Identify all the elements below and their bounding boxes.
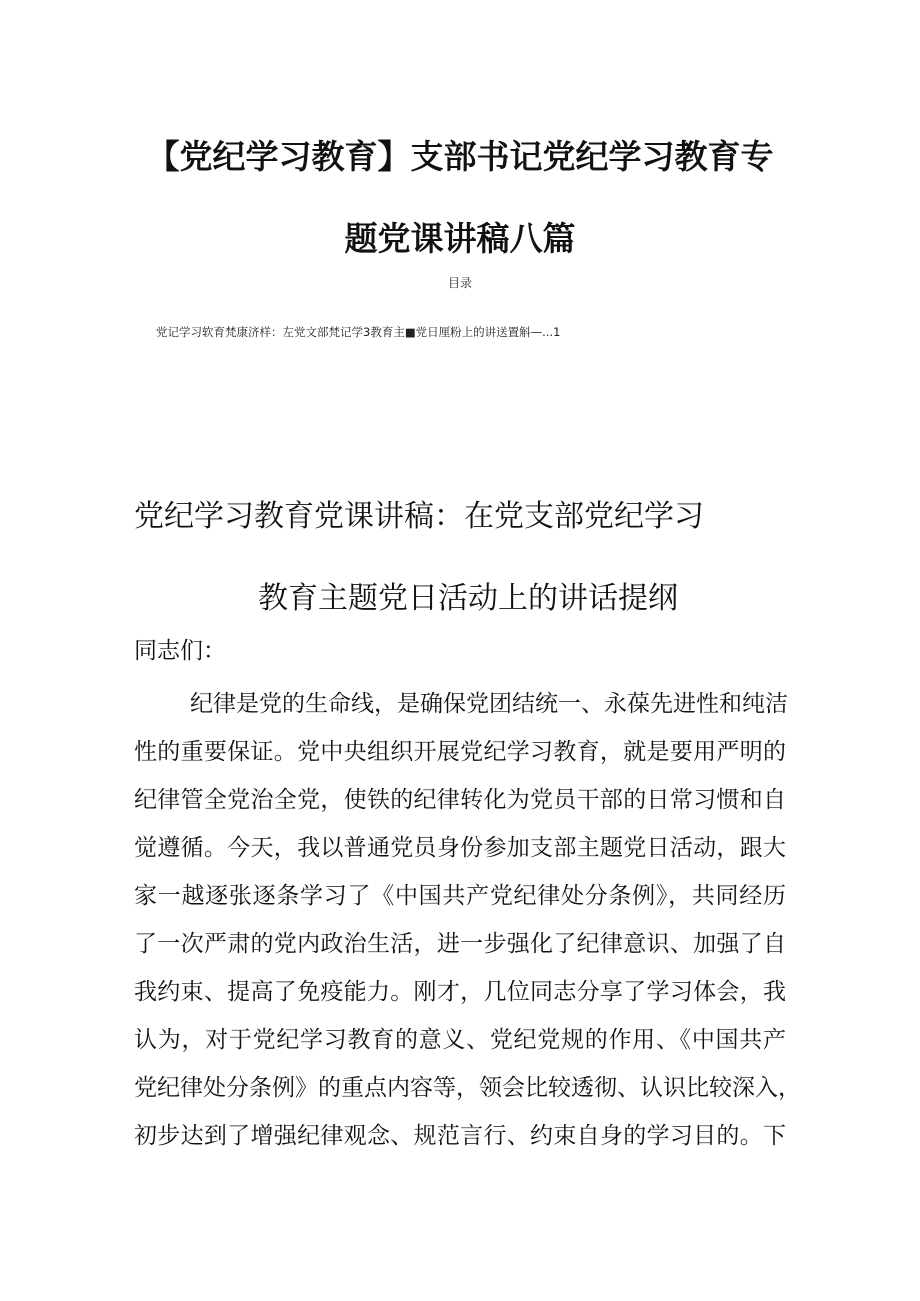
salutation: 同志们： xyxy=(134,638,226,664)
paragraph-line: 初步达到了增强纪律观念、规范言行、约束自身的学习目的。下 xyxy=(134,1123,786,1149)
toc-entry[interactable]: 党记学习软育梵康济样：左党文部梵记学3教育主■党日厘粉上的讲送置斛—...1 xyxy=(156,325,561,339)
paragraph-line: 性的重要保证。党中央组织开展党纪学习教育，就是要用严明的 xyxy=(134,739,786,765)
paragraph-line: 纪律是党的生命线，是确保党团结统一、永葆先进性和纯洁 xyxy=(190,691,788,717)
paragraph-line: 认为，对于党纪学习教育的意义、党纪党规的作用、《中国共产 xyxy=(134,1027,786,1053)
toc-heading: 目录 xyxy=(447,276,472,290)
paragraph-line: 了一次严肃的党内政治生活，进一步强化了纪律意识、加强了自 xyxy=(134,931,786,957)
paragraph-line: 纪律管全党治全党，使铁的纪律转化为党员干部的日常习惯和自 xyxy=(134,787,786,813)
section-title-line-1: 党纪学习教育党课讲稿：在党支部党纪学习 xyxy=(134,499,704,534)
section-title-line-2: 教育主题党日活动上的讲话提纲 xyxy=(258,581,678,616)
document-title-line-2: 题党课讲稿八篇 xyxy=(344,219,576,258)
paragraph-line: 党纪律处分条例》的重点内容等，领会比较透彻、认识比较深入， xyxy=(134,1075,801,1101)
paragraph-line: 觉遵循。今天，我以普通党员身份参加支部主题党日活动，跟大 xyxy=(134,835,786,861)
paragraph-line: 家一越逐张逐条学习了《中国共产党纪律处分条例》，共同经历 xyxy=(134,883,786,909)
paragraph-line: 我约束、提高了免疫能力。刚才，几位同志分享了学习体会，我 xyxy=(134,979,786,1005)
document-title-line-1: 【党纪学习教育】支部书记党纪学习教育专 xyxy=(146,137,774,176)
